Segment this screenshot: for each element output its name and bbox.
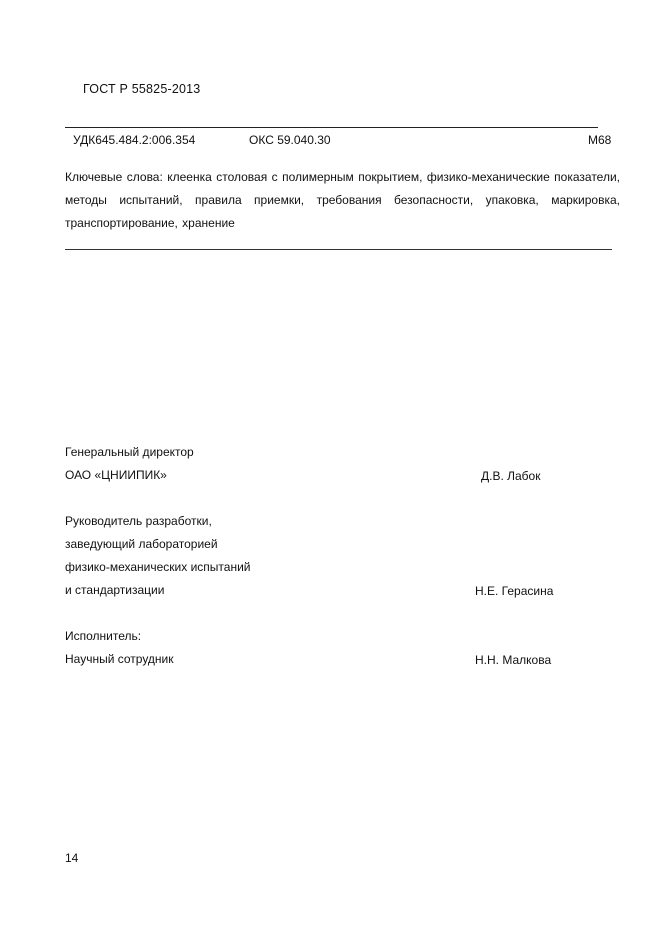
- bottom-divider: [65, 249, 612, 250]
- signature-name-lead: Н.Е. Герасина: [475, 584, 554, 598]
- oks-code: ОКС 59.040.30: [249, 133, 331, 147]
- signature-block-lead: [65, 510, 250, 602]
- standard-id: ГОСТ Р 55825-2013: [83, 82, 201, 96]
- signature-name-director: Д.В. Лабок: [481, 469, 541, 483]
- page-number: 14: [65, 851, 79, 865]
- keywords-paragraph: Ключевые слова: клеенка столовая с полимерным покрытием, физико-механические показатели, методы испытаний, правила приемки, требования безопасности, упаковка, маркировка, транспортирование, хранение: [65, 170, 620, 230]
- signature-role-line: Научный сотрудник: [65, 652, 174, 666]
- signature-name-executor: Н.Н. Малкова: [475, 653, 552, 667]
- signature-role-line: Исполнитель:: [65, 629, 142, 643]
- signature-block-executor: [65, 625, 174, 671]
- signature-role-line: Генеральный директор: [65, 445, 194, 459]
- signature-role-line: и стандартизации: [65, 583, 165, 597]
- classification-code: М68: [588, 133, 612, 147]
- signature-role-line: Руководитель разработки,: [65, 514, 212, 528]
- top-divider: [65, 127, 598, 128]
- signature-role-line: ОАО «ЦНИИПИК»: [65, 468, 167, 482]
- signature-role-line: заведующий лабораторией: [65, 537, 218, 551]
- signature-block-director: [65, 441, 194, 487]
- signature-role-line: физико-механических испытаний: [65, 560, 251, 574]
- udk-code: УДК645.484.2:006.354: [73, 133, 196, 147]
